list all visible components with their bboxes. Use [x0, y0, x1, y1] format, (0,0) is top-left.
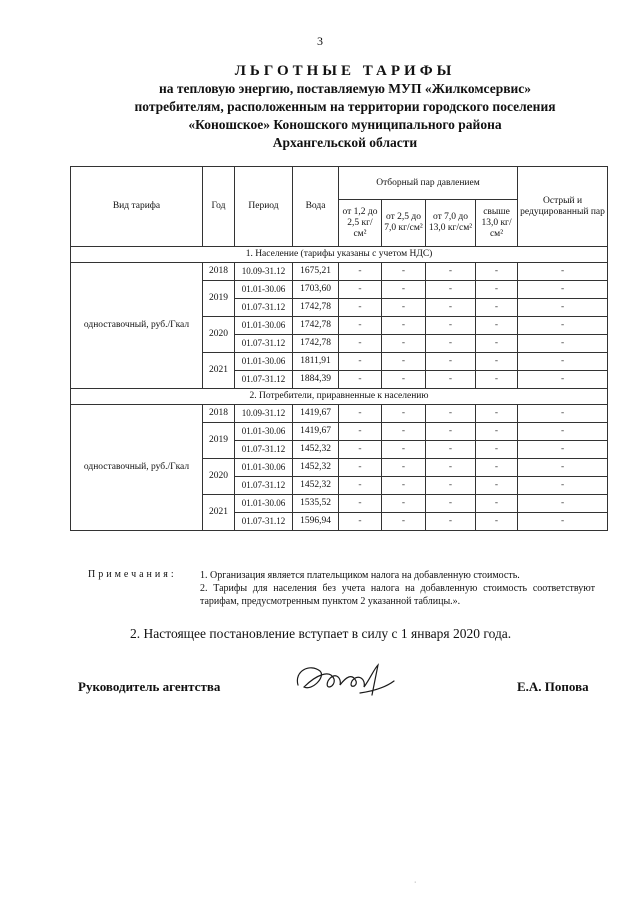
dash-cell: - — [518, 371, 608, 389]
dash-cell: - — [476, 353, 518, 371]
header-tariff-type: Вид тарифа — [71, 167, 203, 247]
dash-cell: - — [518, 281, 608, 299]
dash-cell: - — [518, 423, 608, 441]
title-line: на тепловую энергию, поставляемую МУП «Жилкомсервис» — [158, 81, 532, 96]
header-sharp-steam: Острый и редуцированный пар — [518, 167, 608, 247]
dash-cell: - — [518, 459, 608, 477]
period-cell: 01.01-30.06 — [235, 281, 293, 299]
year-cell: 2020 — [203, 317, 235, 353]
year-cell: 2019 — [203, 281, 235, 317]
period-cell: 01.07-31.12 — [235, 513, 293, 531]
signature-image — [290, 655, 400, 705]
dash-cell: - — [518, 353, 608, 371]
period-cell: 01.01-30.06 — [235, 423, 293, 441]
year-cell: 2018 — [203, 263, 235, 281]
document-title — [60, 62, 630, 152]
dash-cell: - — [382, 299, 426, 317]
notes — [200, 569, 595, 608]
water-cell: 1452,32 — [293, 477, 339, 495]
scan-mark: ᐧ — [414, 878, 417, 887]
header-steam-col: свыше 13,0 кг/см² — [476, 200, 518, 247]
dash-cell: - — [339, 335, 382, 353]
dash-cell: - — [382, 281, 426, 299]
water-cell: 1884,39 — [293, 371, 339, 389]
dash-cell: - — [476, 317, 518, 335]
signatory-position: Руководитель агентства — [78, 679, 221, 694]
dash-cell: - — [339, 371, 382, 389]
dash-cell: - — [339, 263, 382, 281]
dash-cell: - — [426, 513, 476, 531]
tariff-table — [70, 166, 608, 531]
period-cell: 01.07-31.12 — [235, 441, 293, 459]
dash-cell: - — [476, 371, 518, 389]
dash-cell: - — [382, 459, 426, 477]
water-cell: 1419,67 — [293, 423, 339, 441]
dash-cell: - — [382, 405, 426, 423]
decree-text: 2. Настоящее постановление вступает в силу с 1 января 2020 года. — [130, 626, 512, 641]
header-steam-group: Отборный пар давлением — [339, 167, 518, 200]
year-cell: 2018 — [203, 405, 235, 423]
dash-cell: - — [426, 423, 476, 441]
dash-cell: - — [382, 335, 426, 353]
dash-cell: - — [426, 299, 476, 317]
header-steam-col: от 2,5 до 7,0 кг/см² — [382, 200, 426, 247]
dash-cell: - — [382, 371, 426, 389]
note-item: 2. Тарифы для населения без учета налога на добавленную стоимость соответствуют тарифам, предусмотренным пунктом 2 указанной таблицы.». — [200, 583, 595, 607]
tariff-label-cell: одноставочный, руб./Гкал — [71, 405, 203, 531]
dash-cell: - — [476, 335, 518, 353]
dash-cell: - — [426, 335, 476, 353]
period-cell: 10.09-31.12 — [235, 263, 293, 281]
water-cell: 1535,52 — [293, 495, 339, 513]
period-cell: 01.07-31.12 — [235, 299, 293, 317]
period-cell: 01.07-31.12 — [235, 335, 293, 353]
dash-cell: - — [518, 495, 608, 513]
dash-cell: - — [476, 423, 518, 441]
dash-cell: - — [476, 459, 518, 477]
note-item: 1. Организация является плательщиком налога на добавленную стоимость. — [200, 570, 520, 581]
dash-cell: - — [518, 299, 608, 317]
dash-cell: - — [518, 513, 608, 531]
dash-cell: - — [476, 513, 518, 531]
header-water: Вода — [293, 167, 339, 247]
tariff-label-cell: одноставочный, руб./Гкал — [71, 263, 203, 389]
dash-cell: - — [476, 281, 518, 299]
water-cell: 1742,78 — [293, 299, 339, 317]
period-cell: 01.01-30.06 — [235, 353, 293, 371]
water-cell: 1675,21 — [293, 263, 339, 281]
dash-cell: - — [518, 317, 608, 335]
title-line: Архангельской области — [272, 135, 418, 150]
dash-cell: - — [518, 263, 608, 281]
water-cell: 1811,91 — [293, 353, 339, 371]
dash-cell: - — [426, 477, 476, 495]
dash-cell: - — [382, 477, 426, 495]
dash-cell: - — [426, 371, 476, 389]
title-line: «Коношское» Коношского муниципального района — [188, 117, 502, 132]
dash-cell: - — [339, 405, 382, 423]
water-cell: 1703,60 — [293, 281, 339, 299]
page-number: 3 — [317, 34, 323, 48]
period-cell: 10.09-31.12 — [235, 405, 293, 423]
dash-cell: - — [339, 495, 382, 513]
period-cell: 01.01-30.06 — [235, 317, 293, 335]
water-cell: 1742,78 — [293, 317, 339, 335]
dash-cell: - — [476, 299, 518, 317]
signatory-name: Е.А. Попова — [517, 679, 589, 694]
period-cell: 01.01-30.06 — [235, 495, 293, 513]
dash-cell: - — [426, 405, 476, 423]
dash-cell: - — [339, 299, 382, 317]
dash-cell: - — [382, 513, 426, 531]
water-cell: 1419,67 — [293, 405, 339, 423]
dash-cell: - — [339, 353, 382, 371]
dash-cell: - — [426, 441, 476, 459]
dash-cell: - — [518, 441, 608, 459]
title-main: ЛЬГОТНЫЕ ТАРИФЫ — [234, 63, 456, 79]
dash-cell: - — [339, 459, 382, 477]
dash-cell: - — [382, 495, 426, 513]
dash-cell: - — [518, 477, 608, 495]
notes-label: Примечания: — [88, 569, 177, 580]
dash-cell: - — [426, 353, 476, 371]
section-title: 1. Население (тарифы указаны с учетом НДС) — [71, 247, 608, 263]
dash-cell: - — [476, 263, 518, 281]
dash-cell: - — [339, 317, 382, 335]
dash-cell: - — [382, 317, 426, 335]
section-row — [71, 247, 608, 263]
header-steam-col: от 1,2 до 2,5 кг/см² — [339, 200, 382, 247]
dash-cell: - — [382, 353, 426, 371]
period-cell: 01.01-30.06 — [235, 459, 293, 477]
year-cell: 2019 — [203, 423, 235, 459]
table-row — [71, 405, 608, 423]
dash-cell: - — [518, 405, 608, 423]
dash-cell: - — [426, 459, 476, 477]
header-steam-col: от 7,0 до 13,0 кг/см² — [426, 200, 476, 247]
table-row — [71, 263, 608, 281]
dash-cell: - — [426, 495, 476, 513]
year-cell: 2021 — [203, 353, 235, 389]
dash-cell: - — [382, 441, 426, 459]
water-cell: 1596,94 — [293, 513, 339, 531]
dash-cell: - — [339, 423, 382, 441]
title-line: потребителям, расположенным на территории городского поселения — [134, 99, 556, 114]
dash-cell: - — [382, 263, 426, 281]
dash-cell: - — [426, 317, 476, 335]
period-cell: 01.07-31.12 — [235, 371, 293, 389]
dash-cell: - — [339, 441, 382, 459]
year-cell: 2021 — [203, 495, 235, 531]
header-year: Год — [203, 167, 235, 247]
dash-cell: - — [382, 423, 426, 441]
dash-cell: - — [476, 495, 518, 513]
dash-cell: - — [476, 405, 518, 423]
dash-cell: - — [426, 281, 476, 299]
dash-cell: - — [476, 441, 518, 459]
dash-cell: - — [339, 281, 382, 299]
water-cell: 1452,32 — [293, 459, 339, 477]
water-cell: 1742,78 — [293, 335, 339, 353]
dash-cell: - — [339, 477, 382, 495]
dash-cell: - — [518, 335, 608, 353]
dash-cell: - — [339, 513, 382, 531]
year-cell: 2020 — [203, 459, 235, 495]
dash-cell: - — [426, 263, 476, 281]
dash-cell: - — [476, 477, 518, 495]
water-cell: 1452,32 — [293, 441, 339, 459]
header-period: Период — [235, 167, 293, 247]
section-row — [71, 389, 608, 405]
period-cell: 01.07-31.12 — [235, 477, 293, 495]
section-title: 2. Потребители, приравненные к населению — [71, 389, 608, 405]
